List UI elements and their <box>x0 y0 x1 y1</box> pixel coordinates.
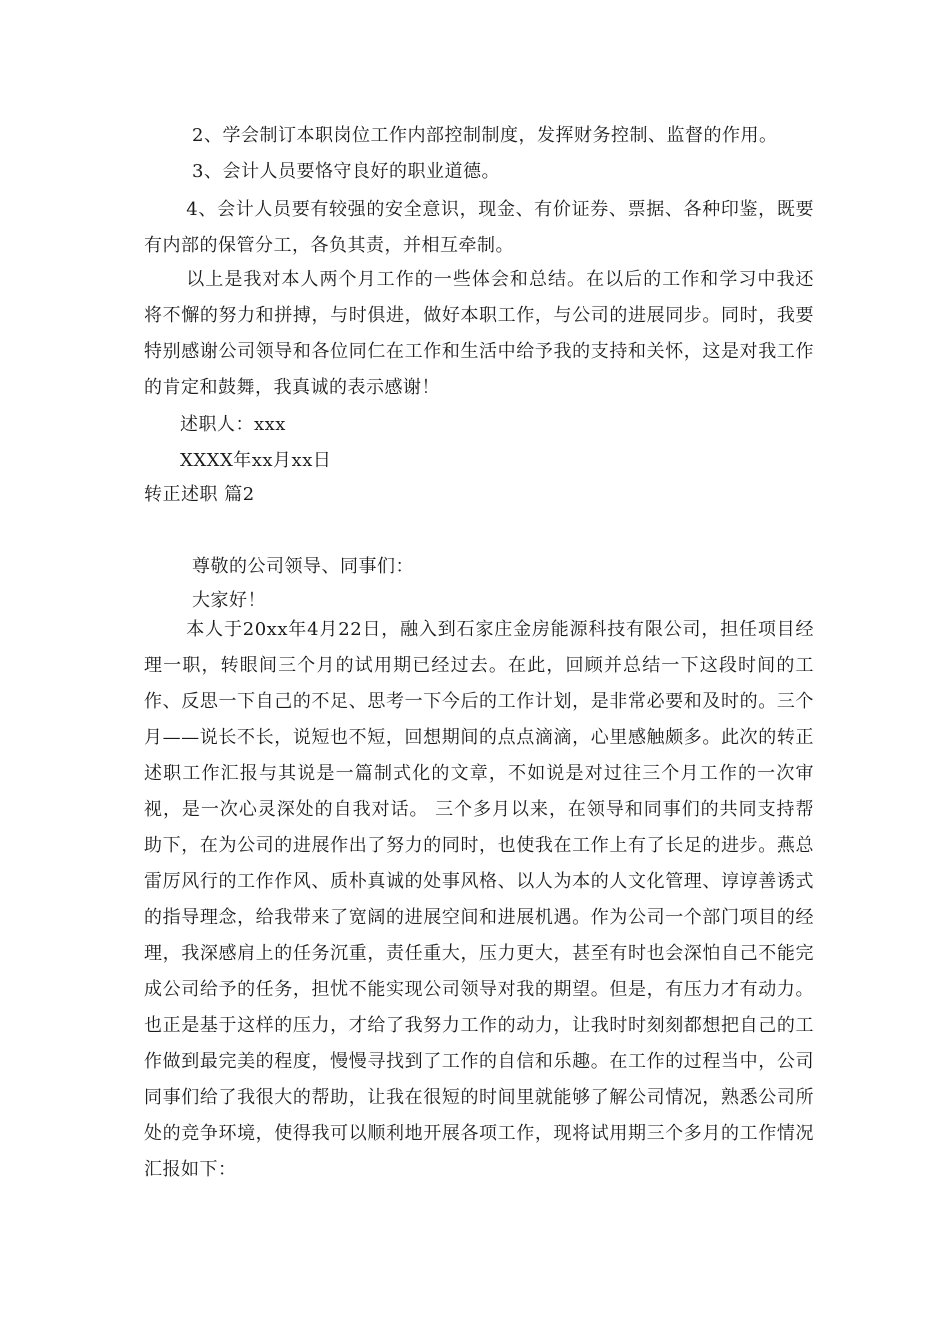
date-line: XXXX年xx月xx日 <box>180 450 332 471</box>
list-item-2: 2、学会制订本职岗位工作内部控制制度，发挥财务控制、监督的作用。 <box>192 125 778 146</box>
section-heading: 转正述职 篇2 <box>144 484 255 505</box>
list-item-3: 3、会计人员要恪守良好的职业道德。 <box>192 161 500 182</box>
list-item-4: 4、会计人员要有较强的安全意识，现金、有价证券、票据、各种印鉴，既要有内部的保管分工，各负其责，并相互牵制。 <box>144 199 814 256</box>
closing-paragraph: 以上是我对本人两个月工作的一些体会和总结。在以后的工作和学习中我还将不懈的努力和拼搏，与时俱进，做好本职工作，与公司的进展同步。同时，我要特别感谢公司领导和各位同仁在工作和生活中给予我的支持和关怀，这是对我工作的肯定和鼓舞，我真诚的表示感谢！ <box>144 269 814 398</box>
body-paragraph: 本人于20xx年4月22日，融入到石家庄金房能源科技有限公司，担任项目经理一职，转眼间三个月的试用期已经过去。在此，回顾并总结一下这段时间的工作、反思一下自己的不足、思考一下今后的工作计划，是非常必要和及时的。三个月——说长不长，说短也不短，回想期间的点点滴滴，心里感触颇多。此次的转正述职工作汇报与其说是一篇制式化的文章，不如说是对过往三个月工作的一次审视，是一次心灵深处的自我对话。 三个多月以来，在领导和同事们的共同支持帮助下，在为公司的进展作出了努力的同时，也使我在工作上有了长足的进步。燕总雷厉风行的工作作风、质朴真诚的处事风格、以人为本的人文化管理、谆谆善诱式的指导理念，给我带来了宽阔的进展空间和进展机遇。作为公司一个部门项目的经理，我深感肩上的任务沉重，责任重大，压力更大，甚至有时也会深怕自己不能完成公司给予的任务，担忧不能实现公司领导对我的期望。但是，有压力才有动力。也正是基于这样的压力，才给了我努力工作的动力，让我时时刻刻都想把自己的工作做到最完美的程度，慢慢寻找到了工作的自信和乐趣。在工作的过程当中，公司同事们给了我很大的帮助，让我在很短的时间里就能够了解公司情况，熟悉公司所处的竞争环境，使得我可以顺利地开展各项工作，现将试用期三个多月的工作情况汇报如下： <box>144 619 814 1180</box>
signer-line: 述职人：xxx <box>180 414 286 435</box>
salutation: 尊敬的公司领导、同事们： <box>192 556 414 577</box>
greeting: 大家好！ <box>192 590 266 611</box>
